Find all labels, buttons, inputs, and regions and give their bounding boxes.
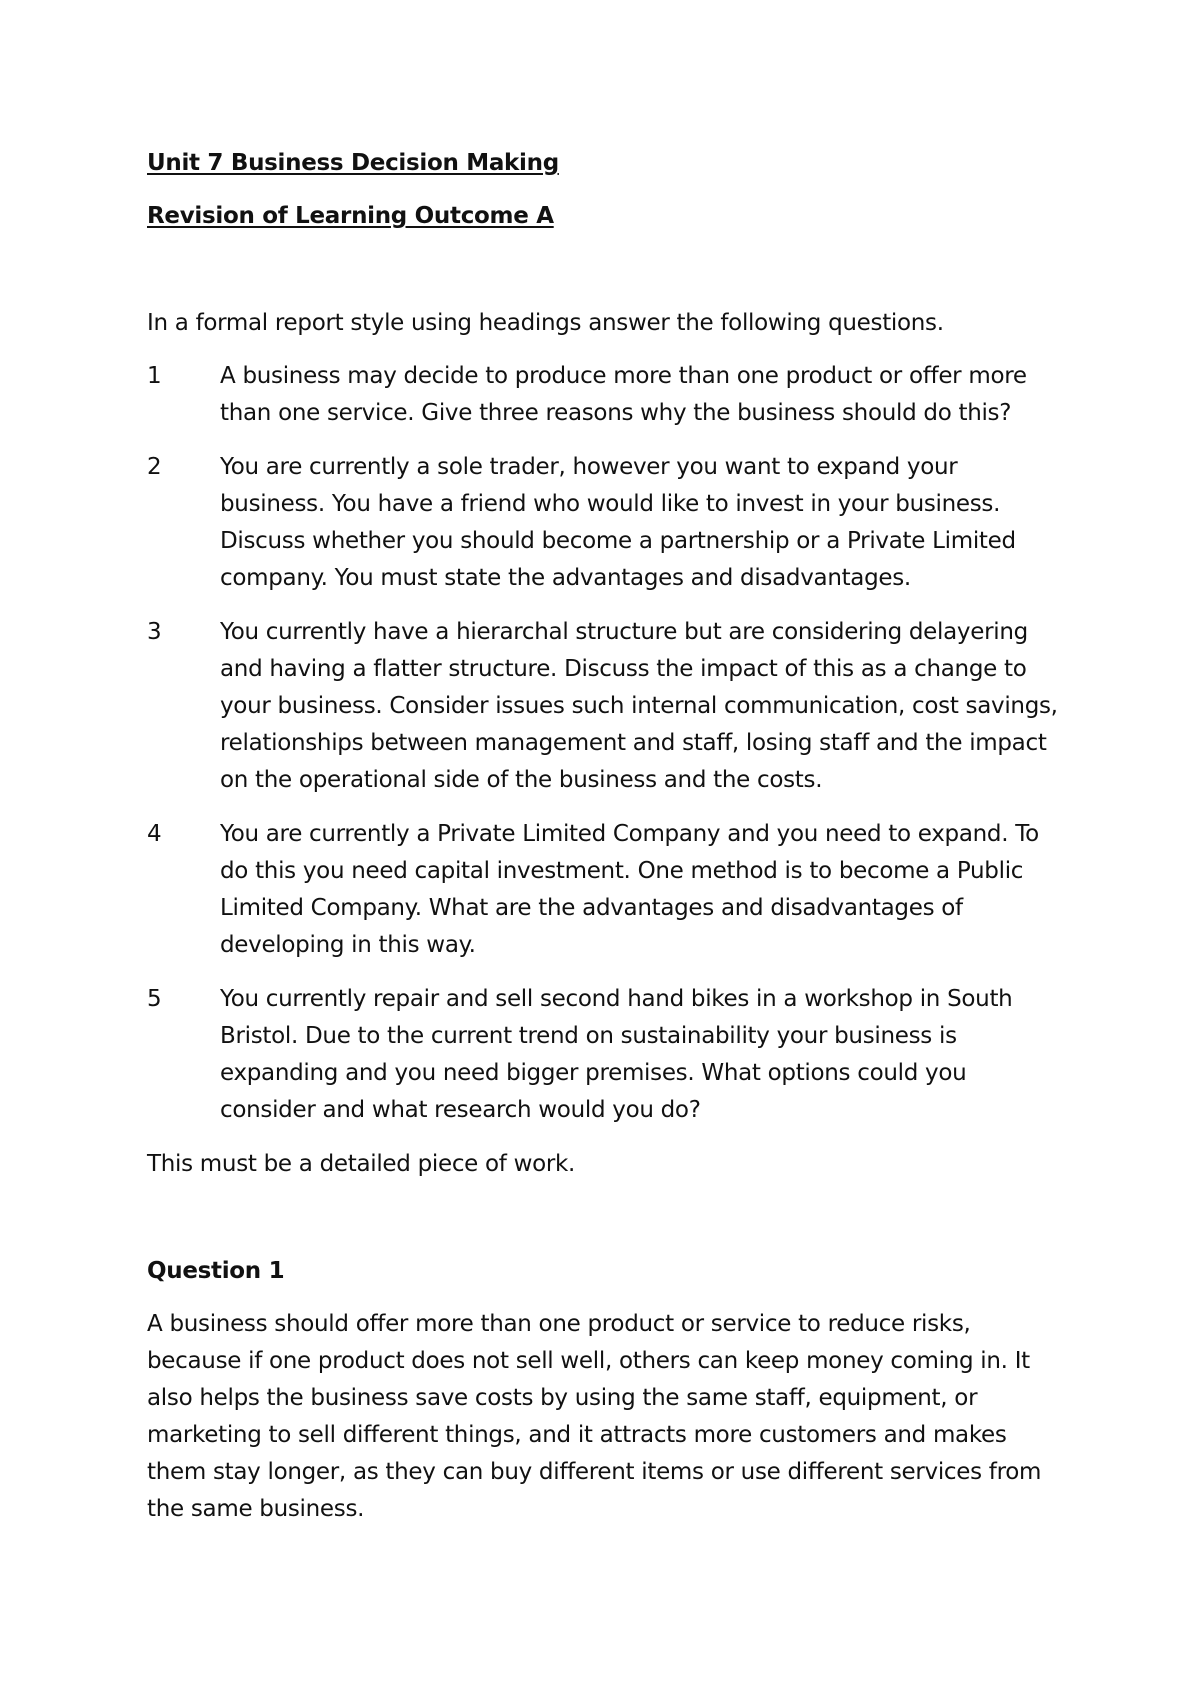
question-text: A business may decide to produce more than one product or offer more than one service. Give three reasons why the business should do this? xyxy=(220,363,1027,426)
question-text: You are currently a Private Limited Company and you need to expand. To do this you need capital investment. One method is to become a Public Limited Company. What are the advantages and disadvantages of developing in this way. xyxy=(220,821,1039,958)
question-number: 4 xyxy=(147,821,162,847)
document-subtitle: Revision of Learning Outcome A xyxy=(147,203,554,229)
question-item-1 xyxy=(147,358,1067,432)
question-number: 1 xyxy=(147,363,162,389)
instructions-text: In a formal report style using headings answer the following questions. xyxy=(147,310,944,336)
detail-note: This must be a detailed piece of work. xyxy=(147,1151,576,1177)
answer-section-title: Question 1 xyxy=(147,1258,285,1284)
question-text: You are currently a sole trader, however you want to expand your business. You have a friend who would like to invest in your business. Discuss whether you should become a partnership or a Private Limited company. You must state the advantages and disadvantages. xyxy=(220,454,1016,591)
question-item-4 xyxy=(147,816,1067,964)
question-item-2 xyxy=(147,449,1067,597)
question-item-5 xyxy=(147,981,1067,1129)
answer-paragraph: A business should offer more than one product or service to reduce risks, because if one product does not sell well, others can keep money coming in. It also helps the business save costs by using the same staff, equipment, or marketing to sell different things, and it attracts more customers and makes them stay longer, as they can buy different items or use different services from the same business. xyxy=(147,1311,1042,1522)
question-text: You currently repair and sell second hand bikes in a workshop in South Bristol. Due to the current trend on sustainability your business is expanding and you need bigger premises. What options could you consider and what research would you do? xyxy=(220,986,1013,1123)
question-list xyxy=(147,358,1067,1129)
question-text: You currently have a hierarchal structure but are considering delayering and having a flatter structure. Discuss the impact of this as a change to your business. Consider issues such internal communication, cost savings, relationships between management and staff, losing staff and the impact on the operational side of the business and the costs. xyxy=(220,619,1058,793)
question-number: 5 xyxy=(147,986,162,1012)
question-item-3 xyxy=(147,614,1067,799)
document-title: Unit 7 Business Decision Making xyxy=(147,150,559,176)
document-content xyxy=(147,145,1067,1528)
question-number: 2 xyxy=(147,454,162,480)
question-number: 3 xyxy=(147,619,162,645)
